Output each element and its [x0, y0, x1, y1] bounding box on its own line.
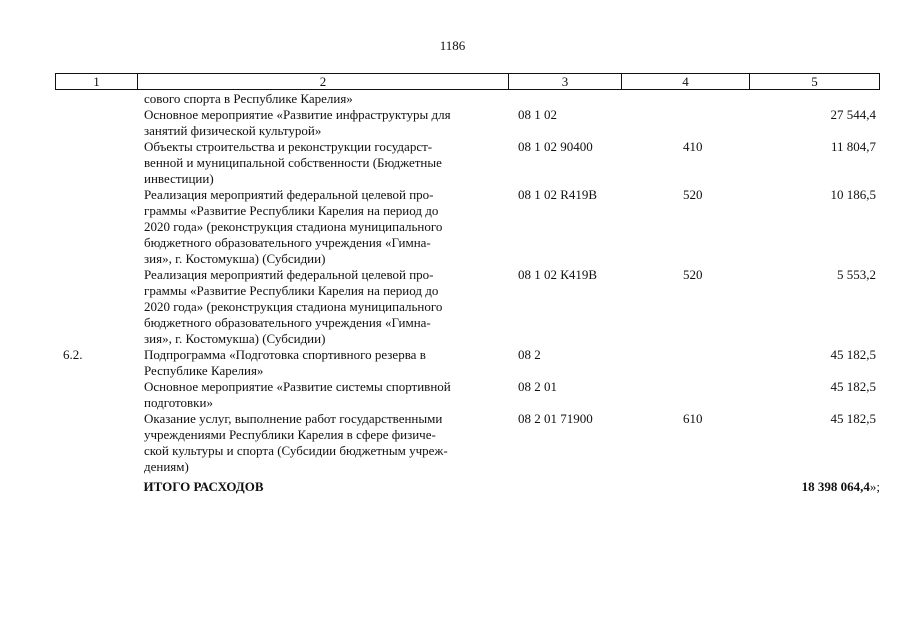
row-name-line: 2020 года» (реконструкция стадиона муниципального: [144, 219, 443, 234]
row-name-line: занятий физической культурой»: [144, 123, 322, 138]
row-name-line: Основное мероприятие «Развитие системы спортивной: [144, 379, 451, 394]
total-sum-cell: [751, 479, 880, 495]
table-row: [55, 267, 880, 347]
column-header-1: 1: [56, 74, 138, 89]
row-sum: 45 182,5: [830, 347, 876, 362]
row-target-code: 08 2 01: [518, 379, 557, 394]
row-sum: 11 804,7: [830, 139, 876, 154]
table-row: [55, 107, 880, 139]
row-name: [140, 187, 514, 267]
table-row: [55, 347, 880, 379]
column-header-4: 4: [622, 74, 750, 89]
row-name-line: 2020 года» (реконструкция стадиона муниципального: [144, 299, 443, 314]
row-name-line: Республике Карелия»: [144, 363, 264, 378]
row-expense-type: 410: [683, 139, 703, 154]
total-label: ИТОГО РАСХОДОВ: [143, 479, 264, 494]
row-target-code: 08 2: [518, 347, 541, 362]
total-sum: 18 398 064,4: [801, 479, 870, 494]
row-name-line: Реализация мероприятий федеральной целевой про-: [144, 267, 434, 282]
table-header: [55, 73, 880, 90]
total-row: [55, 479, 880, 495]
row-name-line: венной и муниципальной собственности (Бюджетные: [144, 155, 442, 170]
table-row: [55, 411, 880, 475]
row-name-line: ской культуры и спорта (Субсидии бюджетным учреж-: [144, 443, 448, 458]
row-name-line: Оказание услуг, выполнение работ государственными: [144, 411, 443, 426]
row-name: [140, 267, 514, 347]
row-name-line: дениям): [144, 459, 189, 474]
row-name: [140, 139, 514, 187]
column-header-2: 2: [138, 74, 509, 89]
total-closing-quote: »;: [869, 479, 880, 494]
row-name-line: граммы «Развитие Республики Карелия на период до: [144, 203, 439, 218]
row-target-code: 08 1 02 R419В: [518, 187, 598, 202]
row-name-line: зия», г. Костомукша) (Субсидии): [144, 331, 326, 346]
row-name-line: Реализация мероприятий федеральной целевой про-: [144, 187, 434, 202]
row-name-line: инвестиции): [144, 171, 214, 186]
row-name-line: бюджетного образовательного учреждения «Гимна-: [144, 315, 431, 330]
row-name-line: сового спорта в Республике Карелия»: [144, 91, 353, 106]
row-target-code: 08 1 02 90400: [518, 139, 593, 154]
row-name-line: подготовки»: [144, 395, 213, 410]
row-sum: 5 553,2: [837, 267, 876, 282]
row-name-line: Объекты строительства и реконструкции государст-: [144, 139, 433, 154]
table-row: [55, 139, 880, 187]
table-row: [55, 379, 880, 411]
table-body: [55, 91, 880, 495]
row-target-code: 08 1 02 К419В: [518, 267, 598, 282]
row-name: [140, 107, 514, 139]
row-target-code: 08 1 02: [518, 107, 557, 122]
table-row: [55, 91, 880, 107]
row-name-line: бюджетного образовательного учреждения «Гимна-: [144, 235, 431, 250]
row-name: [140, 347, 514, 379]
row-number: 6.2.: [63, 347, 83, 362]
row-name-line: Основное мероприятие «Развитие инфраструктуры для: [144, 107, 451, 122]
row-name: [140, 379, 514, 411]
row-expense-type: 520: [683, 187, 703, 202]
row-sum: 27 544,4: [830, 107, 876, 122]
row-sum: 45 182,5: [830, 411, 876, 426]
table-row: [55, 187, 880, 267]
column-header-3: 3: [509, 74, 622, 89]
row-name-line: учреждениями Республики Карелия в сфере физиче-: [144, 427, 436, 442]
row-target-code: 08 2 01 71900: [518, 411, 593, 426]
row-expense-type: 520: [683, 267, 703, 282]
row-name-line: Подпрограмма «Подготовка спортивного резерва в: [144, 347, 426, 362]
row-sum: 45 182,5: [830, 379, 876, 394]
row-name: [140, 91, 514, 107]
row-sum: 10 186,5: [830, 187, 876, 202]
column-header-5: 5: [811, 74, 818, 89]
page-number: 1186: [439, 38, 466, 53]
row-name-line: зия», г. Костомукша) (Субсидии): [144, 251, 326, 266]
row-name-line: граммы «Развитие Республики Карелия на период до: [144, 283, 439, 298]
row-name: [140, 411, 514, 475]
row-expense-type: 610: [683, 411, 703, 426]
